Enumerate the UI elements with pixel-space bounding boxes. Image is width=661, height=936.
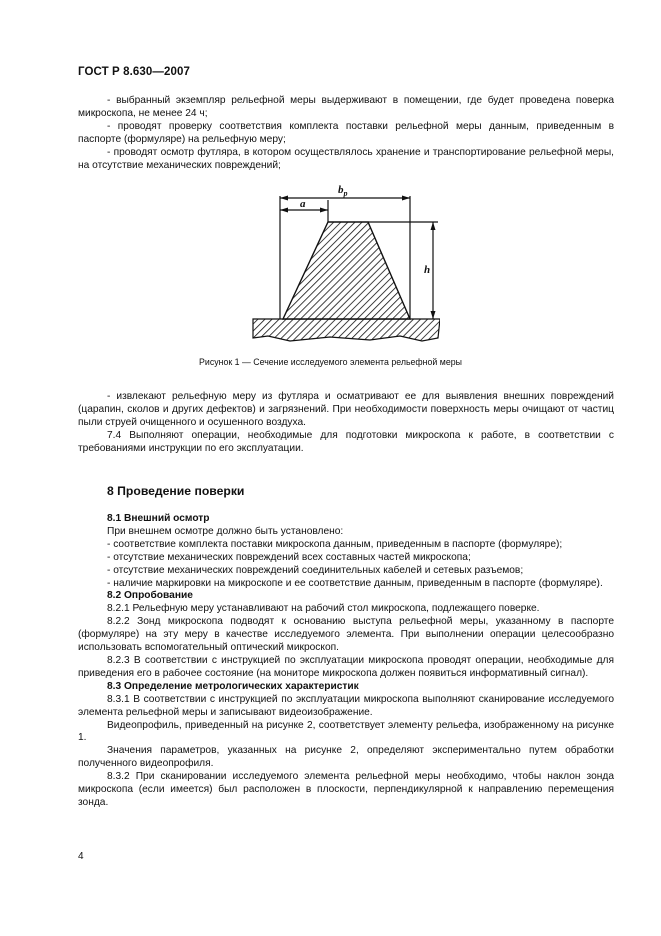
list-item: - проводят проверку соответствия комплекта поставки рельефной меры данным, приведенным в паспорте (формуляре) на рельефную меру;: [78, 120, 614, 145]
trapezoid-element: [283, 222, 410, 319]
intro-list: [78, 95, 614, 172]
subsection-8-1-title: 8.1 Внешний осмотр: [107, 513, 210, 524]
section-8-title: 8 Проведение поверки: [107, 484, 245, 498]
paragraph-8-2-1: 8.2.1 Рельефную меру устанавливают на рабочий стол микроскопа, подлежащего поверке.: [107, 603, 540, 615]
bp-label: $b_p$: [338, 184, 348, 198]
subsection-8-2-title: 8.2 Опробование: [107, 590, 193, 602]
page-number: 4: [78, 851, 84, 862]
list-item: - извлекают рельефную меру из футляра и осматривают ее для выявления внешних повреждений (царапин, сколов и других дефектов) и загрязнений. При необходимости поверхность меры очищают от частиц пыли струей очищенного и осушенного воздуха.: [78, 391, 614, 428]
list-item: - соответствие комплекта поставки микроскопа данным, приведенным в паспорте (формуляре);: [107, 538, 563, 550]
figure-caption: Рисунок 1 — Сечение исследуемого элемента рельефной меры: [199, 357, 462, 367]
list-item: - проводят осмотр футляра, в котором осуществлялось хранение и транспортирование рельефной меры, на отсутствие механических повреждений;: [78, 146, 614, 171]
h-label: h: [424, 264, 431, 276]
paragraph: Видеопрофиль, приведенный на рисунке 2, соответствует элементу рельефа, изображенному на рисунке 1.: [78, 719, 614, 744]
paragraph-8-3-1: 8.3.1 В соответствии с инструкцией по эксплуатации микроскопа выполняют сканирование исследуемого элемента рельефной меры и записывают видеоизображение.: [78, 693, 614, 718]
list-item: - наличие маркировки на микроскопе и ее соответствие данным, приведенным в паспорте (формуляре).: [107, 577, 603, 589]
paragraph-8-2-2: 8.2.2 Зонд микроскопа подводят к основанию выступа рельефной меры, указанному в паспорте (формуляре) на эту меру в качестве исследуемого элемента. При выполнении операции целесообразно использовать вспомогательный оптический микроскоп.: [78, 616, 614, 654]
after-figure-text: [78, 391, 614, 456]
figure-relief-section: [250, 178, 440, 348]
subsection-8-3-title: 8.3 Определение метрологических характеристик: [107, 680, 359, 692]
list-item: - выбранный экземпляр рельефной меры выдерживают в помещении, где будет проведена поверка микроскопа, не менее 24 ч;: [78, 95, 614, 119]
a-label: a: [300, 198, 306, 210]
paragraph-8-3-2: 8.3.2 При сканировании исследуемого элемента рельефной меры необходимо, чтобы наклон зонда микроскопа (если имеется) был расположен в плоскости, перпендикулярной к направлению перемещения зонда.: [78, 771, 614, 808]
paragraph-7-4: 7.4 Выполняют операции, необходимые для подготовки микроскопа к работе, в соответствии с требованиями инструкции по его эксплуатации.: [78, 429, 614, 454]
paragraph: Значения параметров, указанных на рисунке 2, определяют экспериментально путем обработки полученного видеопрофиля.: [78, 745, 614, 770]
list-item: - отсутствие механических повреждений всех составных частей микроскопа;: [107, 551, 471, 563]
paragraph-8-2-3: 8.2.3 В соответствии с инструкцией по эксплуатации микроскопа проводят операции, необходимые для приведения его в рабочее состояние (на мониторе микроскопа должен появиться информативный сигнал).: [78, 654, 614, 679]
list-item: - отсутствие механических повреждений соединительных кабелей и сетевых разъемов;: [107, 564, 524, 576]
section-8-body: [78, 513, 614, 810]
base-section: [253, 319, 440, 341]
paragraph: При внешнем осмотре должно быть установлено:: [107, 525, 344, 537]
page-header: ГОСТ Р 8.630—2007: [78, 66, 190, 78]
